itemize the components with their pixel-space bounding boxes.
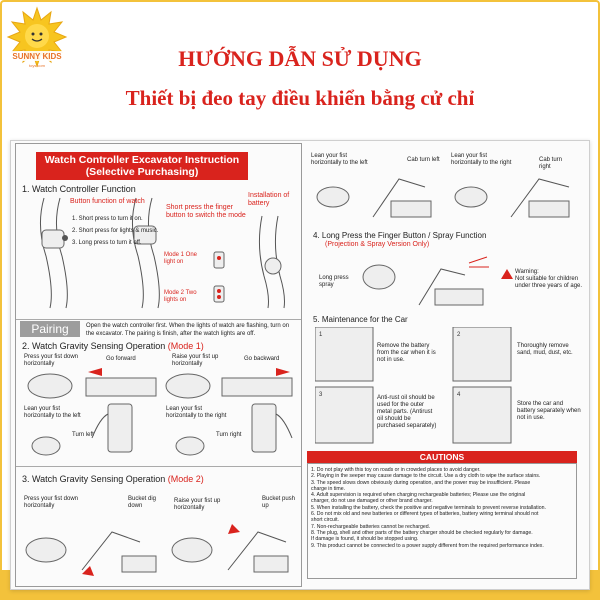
mode1-go-backward: Go backward: [244, 356, 280, 362]
warning-icon: [501, 269, 513, 279]
mode-2-lights-icon: [214, 286, 224, 302]
section-3-heading: [22, 474, 204, 484]
finger-button-label: Short press the finger button to switch the mode: [166, 204, 246, 219]
maintenance-3: Anti-rust oil should be used for the outer metal parts. (Antirust oil should be purchased separately): [377, 395, 437, 429]
cab-lean-left: Lean your fist horizontally to the left: [311, 153, 368, 166]
caution-item: 8. The plug, shell and other parts of the battery charger should be checked regularly for damage.: [311, 529, 533, 536]
section-2-title: 2. Watch Gravity Sensing Operation: [22, 341, 166, 351]
banner-line2: (Selective Purchasing): [85, 166, 199, 178]
caution-item: If damage is found, it should be stopped using.: [311, 536, 419, 543]
divider: [16, 319, 301, 320]
watch-icon: [40, 198, 68, 308]
maintenance-4: Store the car and battery separately when not in use.: [517, 401, 581, 421]
logo-text: SUNNY KIDS: [12, 52, 62, 61]
instruction-banner: [36, 152, 248, 180]
button-item-2: 2. Short press for lights & music.: [72, 228, 159, 234]
forward-backward-illustration: [22, 368, 298, 402]
cab-turn-left: Cab turn left: [407, 157, 440, 163]
divider: [16, 466, 301, 467]
section-2-mode: (Mode 1): [167, 341, 204, 351]
battery-watch-icon: [259, 216, 284, 308]
page-subtitle: Thiết bị đeo tay điều khiển bằng cử chỉ: [125, 86, 475, 110]
mode2-raise-up: Raise your fist up horizontally: [174, 498, 221, 511]
maintenance-1: Remove the battery from the car when it is not in use.: [377, 343, 436, 363]
caution-item: short circuit.: [311, 517, 339, 524]
banner-line1: Watch Controller Excavator Instruction: [44, 154, 240, 166]
turn-illustration: [22, 398, 298, 458]
svg-text:2: 2: [457, 332, 461, 338]
button-function-label: Button function of watch: [70, 198, 145, 205]
mode1-raise-up: Raise your fist up horizontally: [172, 354, 219, 367]
button-item-1: 1. Short press to turn it on.: [72, 216, 143, 222]
caution-item: 2. Playing in the seeper may cause damage to the circuit. Use a dry cloth to wipe the surface stains.: [311, 473, 541, 480]
caution-item: 9. This product cannot be connected to a power supply different from the required performance index.: [311, 542, 544, 549]
mode1-turn-left: Turn left: [72, 432, 94, 438]
mode1-press-down: Press your fist down horizontally: [24, 354, 79, 367]
mode-1-label: Mode 1 One light on: [164, 252, 198, 265]
maintenance-2: Thoroughly remove sand, mud, dust, etc.: [517, 343, 573, 356]
long-press-spray-label: Long press spray: [319, 275, 349, 288]
section-1-heading: 1. Watch Controller Function: [22, 184, 136, 194]
cautions-list: [307, 463, 577, 579]
spray-illustration: [361, 253, 501, 317]
watch-function-illustration: [24, 196, 294, 314]
svg-text:1: 1: [319, 332, 323, 338]
right-column: [303, 143, 585, 585]
warning-line2: Not suitable for children: [515, 276, 579, 282]
section-5-heading: 5. Maintenance for the Car: [313, 315, 408, 324]
caution-item: 6. Do not mix old and new batteries or different types of batteries, battery wiring terminal should not: [311, 511, 539, 518]
mode1-go-forward: Go forward: [106, 356, 136, 362]
section-4-subheading: (Projection & Spray Version Only): [325, 241, 430, 248]
caution-item: 7. Non-rechargeable batteries cannot be recharged.: [311, 523, 431, 530]
warning-line3: under three years of age.: [515, 283, 583, 289]
caution-item: 5. When installing the battery, check the positive and negative terminals to prevent reverse installation.: [311, 504, 546, 511]
pairing-label: Pairing: [20, 321, 80, 337]
page-title: HƯỚNG DẪN SỬ DỤNG: [178, 46, 422, 71]
section-3-mode: (Mode 2): [167, 474, 204, 484]
cautions-title: CAUTIONS: [307, 451, 577, 463]
mode2-bucket-dig: Bucket dig down: [128, 496, 157, 509]
mode2-bucket-push: Bucket push up: [262, 496, 296, 509]
watch-icon: [132, 198, 159, 308]
mode-2-label: Mode 2 Two lights on: [164, 290, 197, 303]
logo-subtext: toys.com: [28, 63, 46, 68]
section-3-title: 3. Watch Gravity Sensing Operation: [22, 474, 166, 484]
cab-turn-illustration: [307, 173, 583, 227]
svg-text:4: 4: [457, 392, 461, 398]
caution-item: 4. Adult supervision is required when charging rechargeable batteries; Please use the original: [311, 492, 526, 499]
caution-item: charger, do not use damaged or other brand charger.: [311, 498, 433, 505]
pairing-text-2: the excavator. The pairing is finish, after the watch lights are off.: [86, 331, 256, 337]
caution-item: 1. Do not play with this toy on roads or in crowded places to avoid danger.: [311, 467, 481, 473]
cab-lean-right: Lean your fist horizontally to the right: [451, 153, 512, 166]
svg-text:3: 3: [319, 392, 323, 398]
left-column: [15, 143, 302, 587]
caution-item: charge in time.: [311, 485, 346, 492]
bucket-illustration: [22, 516, 298, 582]
mode2-press-down: Press your fist down horizontally: [24, 496, 79, 509]
battery-install-label: Installation of battery: [248, 192, 290, 207]
caution-item: 3. The speed slows down obviously during operation, and the power may be insufficient. Please: [311, 479, 531, 486]
mode1-turn-right: Turn right: [216, 432, 242, 438]
mode1-lean-left: Lean your fist horizontally to the left: [24, 406, 81, 419]
instruction-sheet: [10, 140, 590, 590]
pairing-text-1: Open the watch controller first. When the lights of watch are flashing, turn on: [86, 323, 290, 329]
cab-turn-right: Cab turn right: [539, 157, 563, 170]
button-item-3: 3. Long press to turn it off.: [72, 240, 142, 246]
mode1-lean-right: Lean your fist horizontally to the right: [166, 406, 227, 419]
section-2-heading: [22, 341, 204, 351]
section-4-heading: 4. Long Press the Finger Button / Spray Function: [313, 231, 487, 240]
warning-line1: Warning:: [515, 269, 539, 275]
